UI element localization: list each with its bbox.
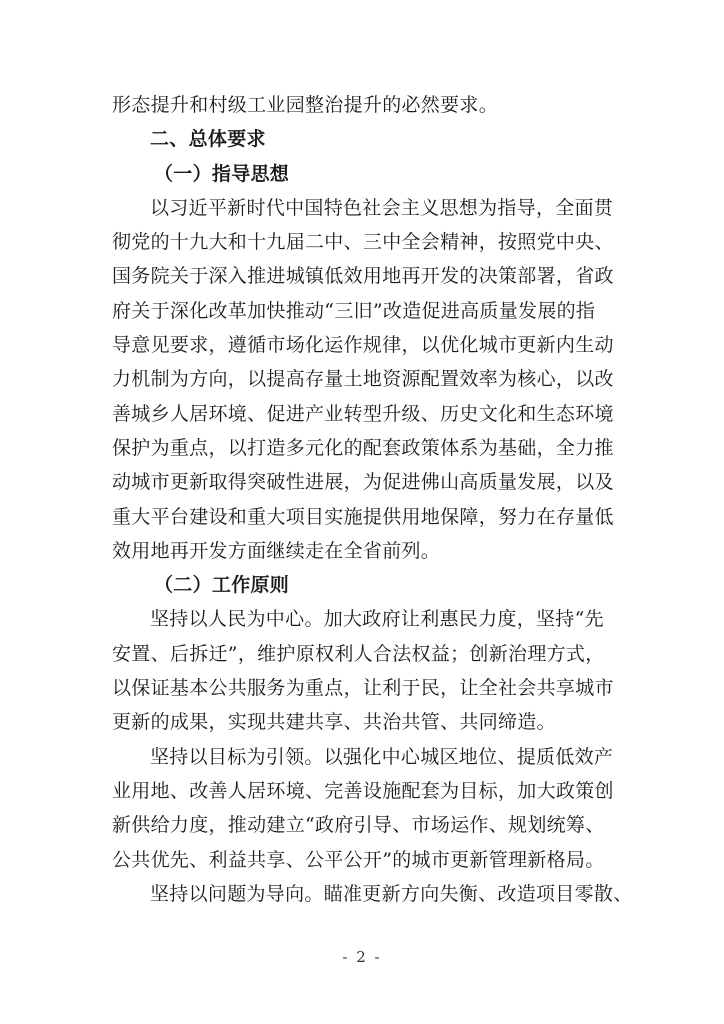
page-number: - 2 -	[342, 948, 382, 966]
paragraph-line: 善城乡人居环境、促进产业转型升级、历史文化和生态环境	[112, 402, 614, 425]
paragraph-line: 坚持以目标为引领。以强化中心城区地位、提质低效产	[150, 745, 614, 768]
paragraph-line: 效用地再开发方面继续走在全省前列。	[112, 539, 441, 562]
paragraph-line: 新供给力度，推动建立“政府引导、市场运作、规划统筹、	[112, 814, 605, 837]
paragraph-line: 重大平台建设和重大项目实施提供用地保障，努力在存量低	[112, 505, 614, 528]
paragraph-line: 国务院关于深入推进城镇低效用地再开发的决策部署，省政	[112, 265, 614, 288]
subsection-heading: （二）工作原则	[154, 574, 290, 597]
paragraph-line: 坚持以人民为中心。加大政府让利惠民力度，坚持“先	[150, 608, 604, 631]
paragraph-line: 业用地、改善人居环境、完善设施配套为目标，加大政策创	[112, 779, 614, 802]
paragraph-line: 更新的成果，实现共建共享、共治共管、共同缔造。	[112, 711, 556, 734]
paragraph-line: 公共优先、利益共享、公平公开”的城市更新管理新格局。	[112, 848, 605, 871]
section-heading: 二、总体要求	[150, 128, 266, 151]
paragraph-line: 以保证基本公共服务为重点，让利于民，让全社会共享城市	[112, 677, 614, 700]
paragraph-line: 彻党的十九大和十九届二中、三中全会精神，按照党中央、	[112, 231, 614, 254]
paragraph-line: 安置、后拆迁”，维护原权利人合法权益；创新治理方式，	[112, 642, 605, 665]
subsection-heading: （一）指导思想	[154, 162, 290, 185]
paragraph-line: 坚持以问题为导向。瞄准更新方向失衡、改造项目零散、	[150, 882, 633, 905]
document-body	[112, 88, 633, 911]
paragraph-line: 保护为重点，以打造多元化的配套政策体系为基础，全力推	[112, 436, 614, 459]
paragraph-line: 力机制为方向，以提高存量土地资源配置效率为核心，以改	[112, 368, 614, 391]
paragraph-line: 形态提升和村级工业园整治提升的必然要求。	[112, 94, 499, 116]
paragraph-line: 以习近平新时代中国特色社会主义思想为指导，全面贯	[150, 196, 614, 219]
paragraph-line: 府关于深化改革加快推动“三旧”改造促进高质量发展的指	[112, 299, 596, 322]
paragraph-line: 动城市更新取得突破性进展，为促进佛山高质量发展，以及	[112, 471, 614, 494]
paragraph-line: 导意见要求，遵循市场化运作规律，以优化城市更新内生动	[112, 334, 614, 357]
